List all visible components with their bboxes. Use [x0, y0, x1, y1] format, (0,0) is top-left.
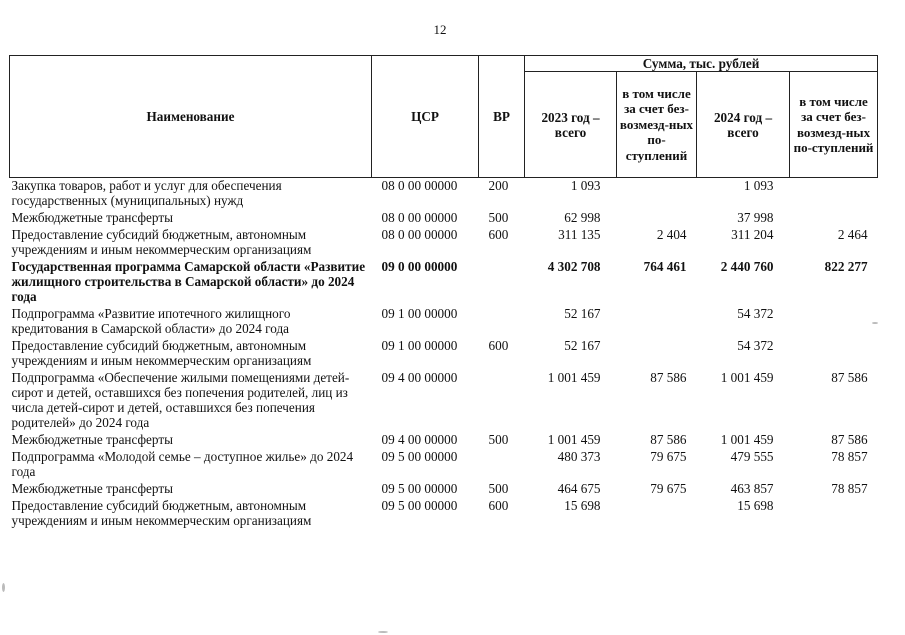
row-2024-grants-cell: 2 464 [837, 227, 868, 242]
row-name-cell: Предоставление субсидий бюджетным, автономным учреждениям и иным некоммерческим организациям [11, 227, 312, 257]
table-header [10, 56, 878, 178]
row-csr-cell: 09 0 00 00000 [381, 259, 458, 274]
scan-speck [872, 322, 878, 324]
table-row [10, 225, 878, 257]
row-name-cell: Предоставление субсидий бюджетным, автономным учреждениям и иным некоммерческим организациям [11, 338, 312, 368]
row-2023-total-cell: 1 093 [570, 178, 601, 193]
page-number: 12 [433, 22, 447, 37]
row-2023-total-cell: 480 373 [557, 449, 601, 464]
header-vr: ВР [479, 56, 525, 178]
row-2023-total-cell: 62 998 [564, 210, 601, 225]
row-csr-cell: 09 1 00 00000 [381, 306, 458, 321]
row-2024-total-cell: 2 440 760 [720, 259, 774, 274]
row-2023-grants-cell [617, 304, 697, 336]
row-csr-cell: 08 0 00 00000 [381, 178, 458, 193]
row-2024-grants-cell: 78 857 [831, 449, 868, 464]
row-2024-total-cell: 15 698 [737, 498, 774, 513]
row-csr-cell: 08 0 00 00000 [381, 210, 458, 225]
table-body [10, 178, 878, 529]
row-2023-grants-cell: 79 675 [650, 449, 687, 464]
row-2023-total-cell: 15 698 [564, 498, 601, 513]
row-2023-total-cell: 52 167 [564, 338, 601, 353]
table-row [10, 479, 878, 496]
row-csr-cell: 09 4 00 00000 [381, 432, 458, 447]
row-2023-total-cell: 311 135 [558, 227, 601, 242]
row-vr-cell: 600 [488, 227, 509, 242]
scan-speck [2, 583, 5, 592]
row-name-cell: Подпрограмма «Молодой семье – доступное жилье» до 2024 года [11, 449, 354, 479]
row-2024-grants-cell [790, 304, 878, 336]
row-2023-grants-cell [617, 336, 697, 368]
header-name: Наименование [10, 56, 372, 178]
row-2024-total-cell: 37 998 [737, 210, 774, 225]
header-2024-total: 2024 год – всего [697, 72, 790, 178]
row-2024-grants-cell [790, 336, 878, 368]
row-2024-total-cell: 54 372 [737, 338, 774, 353]
row-vr-cell [479, 368, 525, 430]
row-csr-cell: 09 1 00 00000 [381, 338, 458, 353]
row-csr-cell: 09 4 00 00000 [381, 370, 458, 385]
table-row [10, 336, 878, 368]
table-row [10, 368, 878, 430]
table-row [10, 447, 878, 479]
row-vr-cell [479, 304, 525, 336]
table-row [10, 178, 878, 209]
budget-table-container [9, 55, 878, 528]
row-2024-grants-cell [790, 208, 878, 225]
row-name-cell: Предоставление субсидий бюджетным, автономным учреждениям и иным некоммерческим организациям [11, 498, 312, 528]
row-2024-grants-cell: 78 857 [831, 481, 868, 496]
row-name-cell: Подпрограмма «Обеспечение жилыми помещениями детей-сирот и детей, оставшихся без попечения родителей, лиц из числа детей-сирот и детей, оставшихся без попечения родителей» до 2024 года [11, 370, 350, 430]
row-name-cell: Межбюджетные трансферты [11, 432, 173, 447]
row-2024-grants-cell: 87 586 [831, 432, 868, 447]
header-sum-group: Сумма, тыс. рублей [525, 56, 878, 72]
row-2023-grants-cell [617, 178, 697, 209]
row-2023-total-cell: 4 302 708 [547, 259, 601, 274]
header-2024-grants: в том числе за счет без-возмезд-ных по-ступлений [790, 72, 878, 178]
table-row [10, 208, 878, 225]
row-2024-total-cell: 54 372 [737, 306, 774, 321]
row-csr-cell: 09 5 00 00000 [381, 481, 458, 496]
row-2024-total-cell: 311 204 [731, 227, 774, 242]
row-2024-grants-cell [790, 496, 878, 528]
row-2024-grants-cell [790, 178, 878, 209]
row-2023-grants-cell: 87 586 [650, 432, 687, 447]
row-2023-grants-cell [617, 208, 697, 225]
row-vr-cell: 500 [488, 481, 509, 496]
row-csr-cell: 08 0 00 00000 [381, 227, 458, 242]
row-2023-grants-cell: 2 404 [656, 227, 687, 242]
row-csr-cell: 09 5 00 00000 [381, 449, 458, 464]
scan-speck [378, 631, 388, 633]
row-2023-grants-cell: 764 461 [643, 259, 687, 274]
row-2024-grants-cell: 822 277 [824, 259, 868, 274]
row-name-cell: Закупка товаров, работ и услуг для обеспечения государственных (муниципальных) нужд [11, 178, 282, 208]
budget-table [9, 55, 878, 528]
row-2024-total-cell: 479 555 [730, 449, 774, 464]
row-name-cell: Подпрограмма «Развитие ипотечного жилищного кредитования в Самарской области» до 2024 года [11, 306, 291, 336]
row-2023-total-cell: 52 167 [564, 306, 601, 321]
row-vr-cell: 600 [488, 498, 509, 513]
row-2024-grants-cell: 87 586 [831, 370, 868, 385]
table-row [10, 430, 878, 447]
row-vr-cell [479, 447, 525, 479]
row-2024-total-cell: 1 001 459 [720, 370, 774, 385]
row-vr-cell: 200 [488, 178, 509, 193]
row-2023-grants-cell [617, 496, 697, 528]
row-2023-total-cell: 464 675 [557, 481, 601, 496]
header-2023-grants: в том числе за счет без-возмезд-ных по-ступлений [617, 72, 697, 178]
row-csr-cell: 09 5 00 00000 [381, 498, 458, 513]
table-row [10, 257, 878, 304]
table-row [10, 496, 878, 528]
row-vr-cell: 500 [488, 210, 509, 225]
header-2023-total: 2023 год – всего [525, 72, 617, 178]
row-2023-grants-cell: 79 675 [650, 481, 687, 496]
row-name-cell: Межбюджетные трансферты [11, 481, 173, 496]
row-vr-cell: 600 [488, 338, 509, 353]
row-name-cell: Межбюджетные трансферты [11, 210, 173, 225]
row-2023-total-cell: 1 001 459 [547, 370, 601, 385]
row-2023-total-cell: 1 001 459 [547, 432, 601, 447]
table-row [10, 304, 878, 336]
row-vr-cell [479, 257, 525, 304]
row-name-cell: Государственная программа Самарской области «Развитие жилищного строительства в Самарской области» до 2024 года [11, 259, 366, 304]
row-2023-grants-cell: 87 586 [650, 370, 687, 385]
row-vr-cell: 500 [488, 432, 509, 447]
row-2024-total-cell: 1 093 [743, 178, 774, 193]
header-csr: ЦСР [372, 56, 479, 178]
row-2024-total-cell: 1 001 459 [720, 432, 774, 447]
row-2024-total-cell: 463 857 [730, 481, 774, 496]
